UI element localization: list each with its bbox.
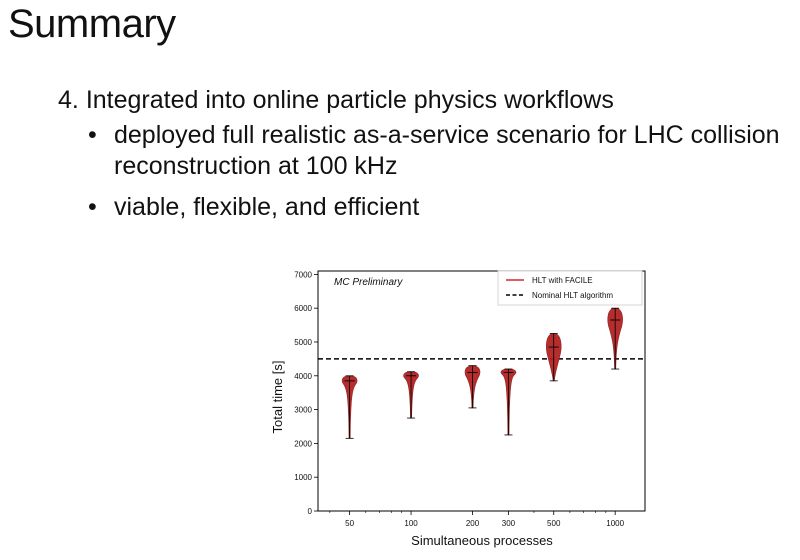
sub-bullet [58,120,780,182]
x-tick-label: 300 [501,519,516,528]
y-tick-label: 7000 [294,270,312,280]
chart-axes [294,270,645,528]
violin-series [342,308,622,438]
y-tick-label: 5000 [294,337,312,347]
violin [465,366,480,408]
violin [404,372,419,418]
x-tick-label: 50 [345,519,355,528]
bullet-dot-icon: • [88,121,97,149]
bullet-dot-icon: • [88,193,97,221]
y-tick-label: 0 [307,507,312,516]
x-tick-label: 200 [465,519,480,528]
point-text: Integrated into online particle physics workflows [85,86,614,114]
legend-label: Nominal HLT algorithm [532,291,614,300]
violin [342,376,357,439]
x-tick-label: 100 [404,519,418,528]
x-tick-label: 1000 [606,519,625,528]
y-tick-label: 6000 [294,304,312,314]
violin [501,369,516,435]
y-tick-label: 1000 [294,473,312,483]
y-tick-label: 4000 [294,371,312,381]
chart-canvas [260,262,660,552]
chart-legend [498,271,642,305]
sub-bullet-text: viable, flexible, and efficient [114,193,420,221]
sub-bullet [58,192,780,223]
violin-chart [260,262,660,557]
legend-label: HLT with FACILE [532,276,593,285]
y-tick-label: 3000 [294,405,312,415]
bullet-list [58,84,780,233]
y-axis-label: Total time [s] [270,360,285,434]
y-tick-label: 2000 [294,439,312,449]
point-number: 4. [58,86,79,114]
x-tick-label: 500 [547,519,561,528]
plot-frame [318,271,645,511]
numbered-point [58,84,780,116]
slide-title: Summary [8,2,176,46]
violin [546,334,561,381]
violin [608,308,623,369]
sub-bullet-text: deployed full realistic as-a-service scenario for LHC collision reconstruction at 100 kHz [114,121,780,180]
chart-annotation: MC Preliminary [334,277,403,288]
x-axis-label: Simultaneous processes [411,533,553,548]
